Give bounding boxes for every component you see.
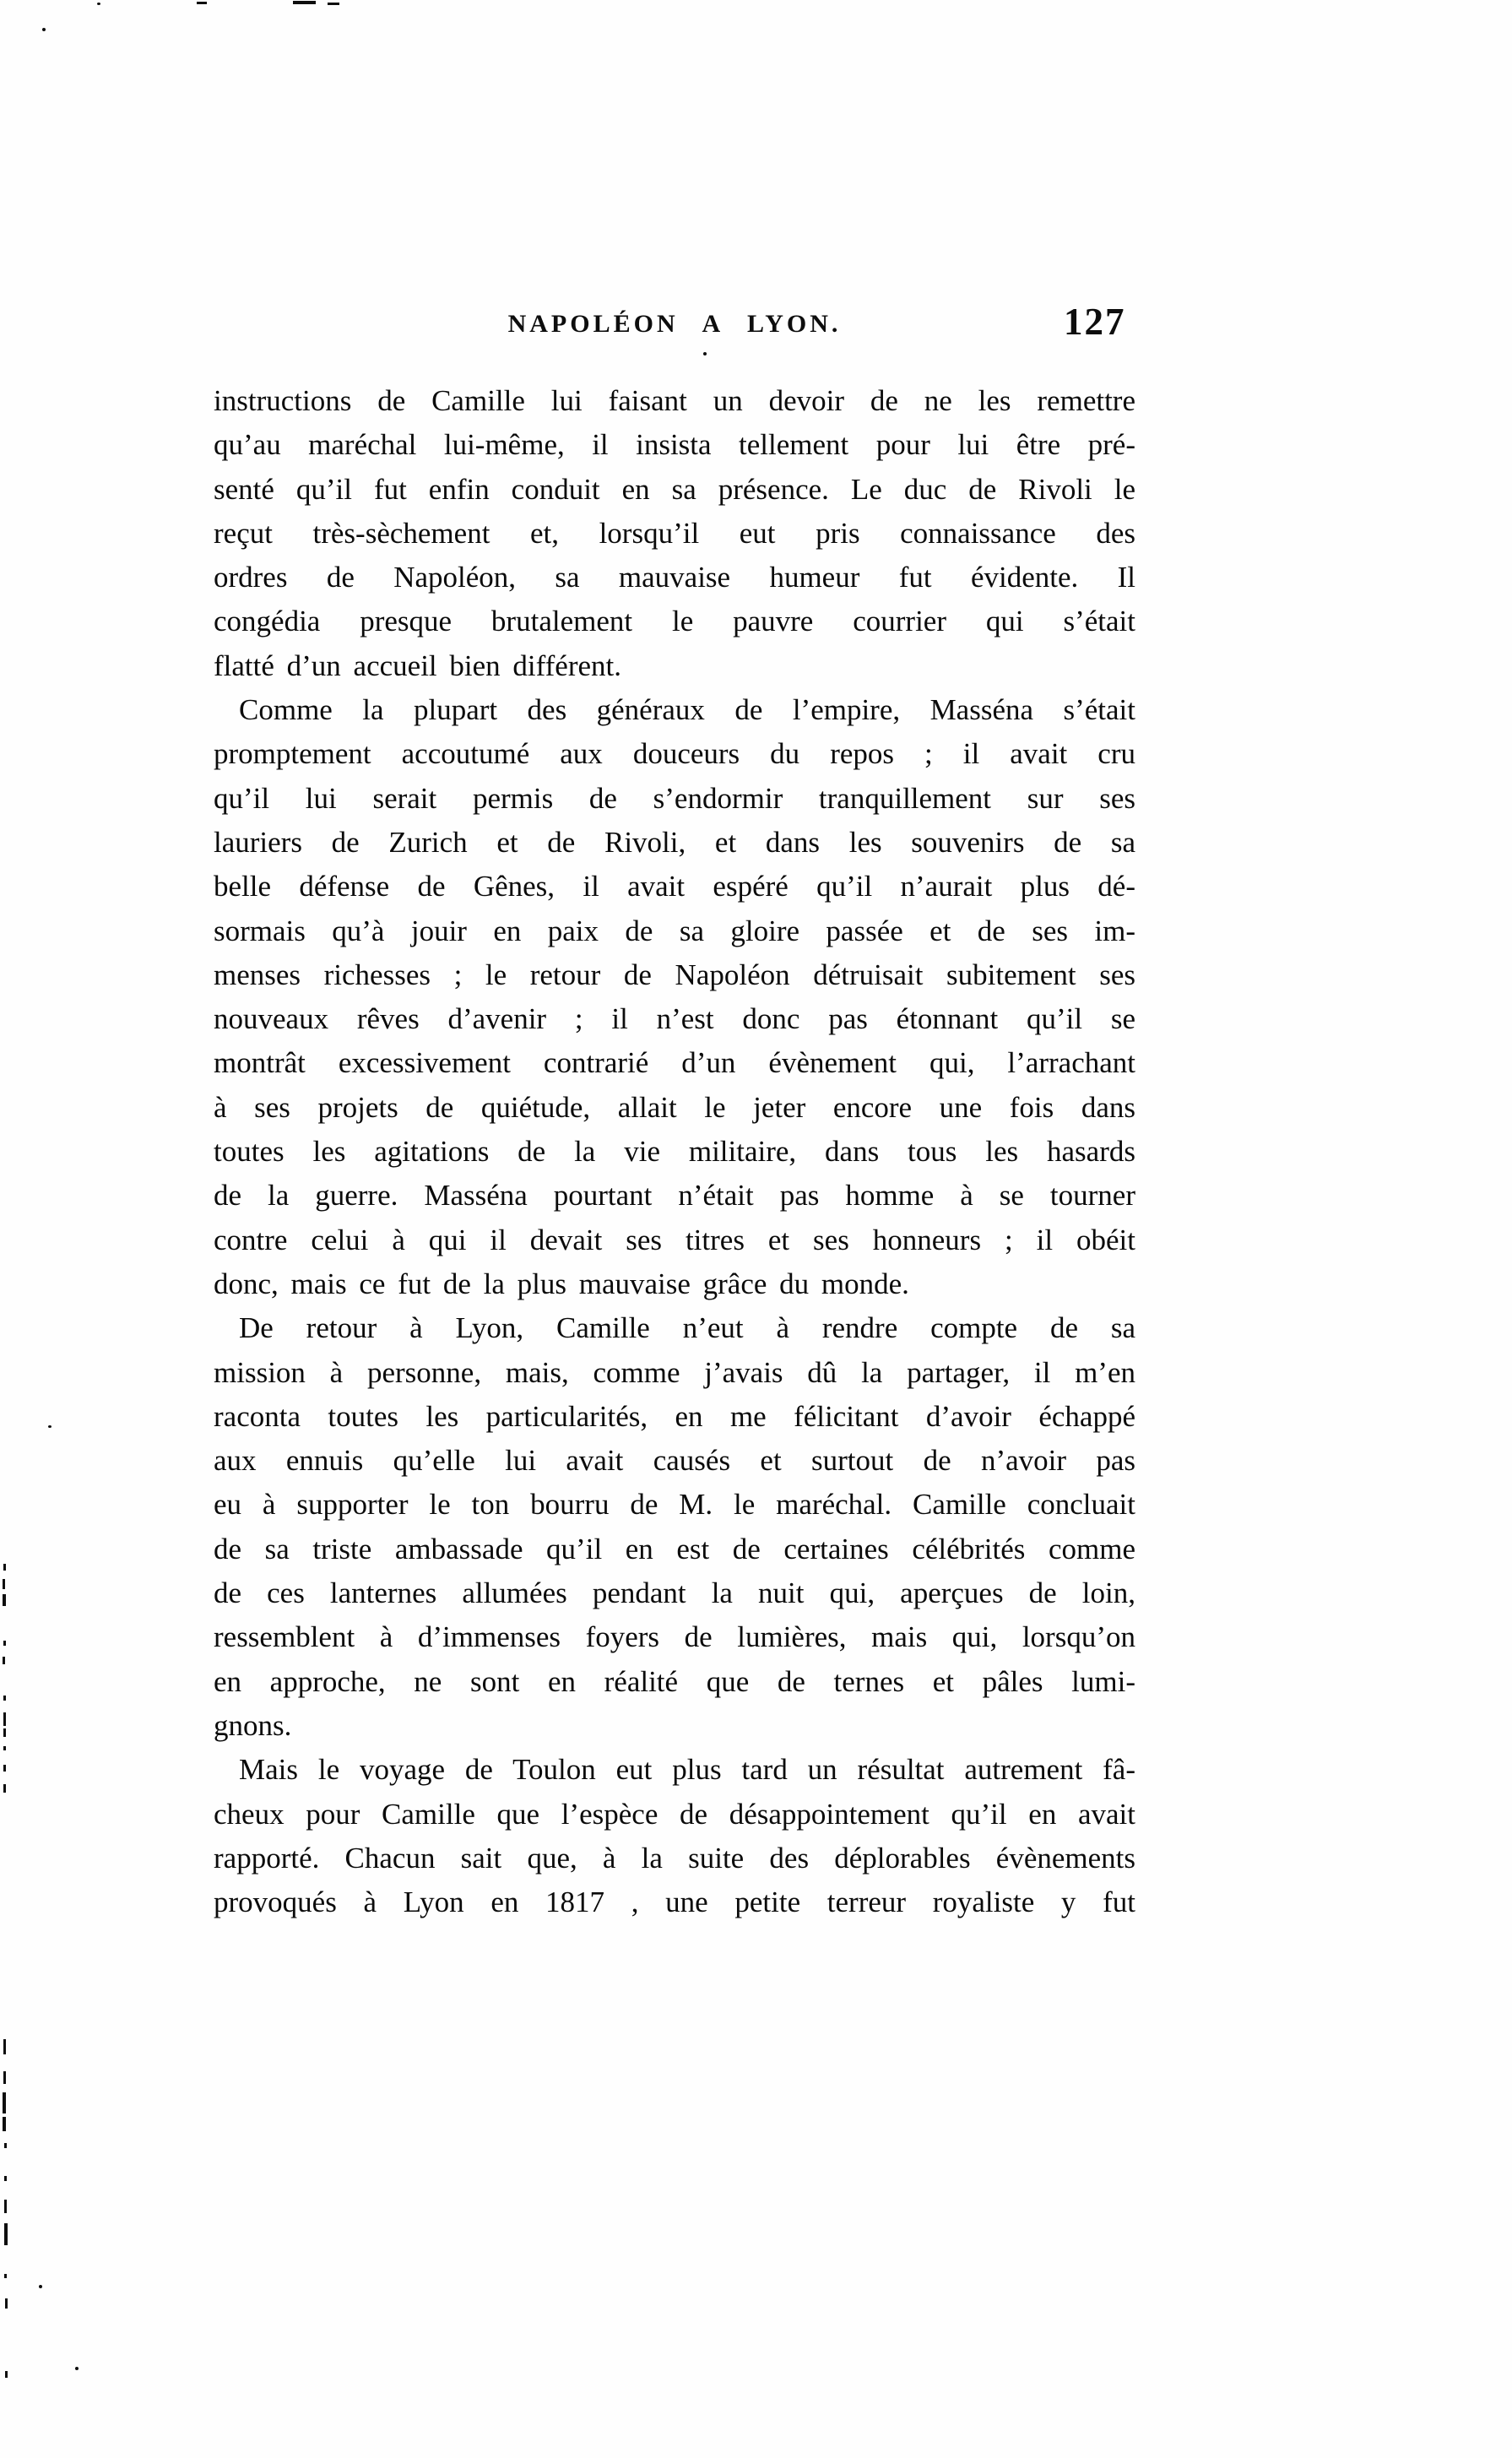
- text-line: reçut très-sèchement et, lorsqu’il eut pris connaissance des: [214, 516, 1135, 550]
- left-margin-mark: [4, 2200, 7, 2213]
- text-line: qu’au maréchal lui-même, il insista tellement pour lui être pré-: [214, 428, 1135, 462]
- top-edge-dash: [197, 2, 207, 4]
- text-line: de sa triste ambassade qu’il en est de certaines célébrités comme: [214, 1532, 1135, 1565]
- text-line: provoqués à Lyon en 1817 , une petite terreur royaliste y fut: [214, 1886, 1135, 1919]
- text-line: ordres de Napoléon, sa mauvaise humeur fut évidente. Il: [214, 561, 1135, 594]
- text-line: rapporté. Chacun sait que, à la suite des déplorables évènements: [214, 1841, 1135, 1875]
- running-header-title: NAPOLÉON A LYON.: [507, 310, 842, 338]
- text-line: lauriers de Zurich et de Rivoli, et dans les souvenirs de sa: [214, 825, 1135, 859]
- left-margin-mark: [3, 1657, 5, 1664]
- text-line: promptement accoutumé aux douceurs du repos ; il avait cru: [214, 737, 1135, 771]
- text-line: ressemblent à d’immenses foyers de lumières, mais qui, lorsqu’on: [214, 1620, 1135, 1654]
- text-line: raconta toutes les particularités, en me félicitant d’avoir échappé: [214, 1399, 1135, 1433]
- left-margin-mark: [4, 2143, 7, 2148]
- ink-speck: [703, 352, 707, 355]
- left-margin-mark: [4, 2176, 7, 2181]
- text-line: de ces lanternes allumées pendant la nuit qui, aperçues de loin,: [214, 1576, 1135, 1610]
- left-margin-mark: [3, 1728, 6, 1737]
- left-margin-mark: [5, 2298, 8, 2309]
- text-line: cheux pour Camille que l’espèce de désappointement qu’il en avait: [214, 1797, 1135, 1831]
- left-margin-mark: [3, 1579, 5, 1589]
- text-line: belle défense de Gênes, il avait espéré qu’il n’aurait plus dé-: [214, 870, 1135, 903]
- ink-speck: [48, 1425, 51, 1428]
- text-line: qu’il lui serait permis de s’endormir tranquillement sur ses: [214, 781, 1135, 815]
- text-line: De retour à Lyon, Camille n’eut à rendre compte de sa: [239, 1311, 1135, 1345]
- text-line: flatté d’un accueil bien différent.: [214, 648, 621, 682]
- text-line: toutes les agitations de la vie militaire, dans tous les hasards: [214, 1135, 1135, 1169]
- text-line: nouveaux rêves d’avenir ; il n’est donc pas étonnant qu’il se: [214, 1002, 1135, 1036]
- ink-speck: [97, 3, 100, 5]
- left-margin-mark: [3, 1712, 6, 1726]
- left-margin-mark: [3, 1594, 6, 1606]
- text-line: senté qu’il fut enfin conduit en sa présence. Le duc de Rivoli le: [214, 472, 1135, 506]
- left-margin-mark: [3, 1765, 6, 1772]
- left-margin-mark: [4, 2223, 8, 2245]
- text-line: instructions de Camille lui faisant un devoir de ne les remettre: [214, 384, 1135, 417]
- left-margin-mark: [3, 1696, 6, 1701]
- left-margin-mark: [3, 2039, 6, 2054]
- text-line: à ses projets de quiétude, allait le jeter encore une fois dans: [214, 1090, 1135, 1124]
- text-line: sormais qu’à jouir en paix de sa gloire passée et de ses im-: [214, 914, 1135, 947]
- text-line: menses richesses ; le retour de Napoléon détruisait subitement ses: [214, 958, 1135, 991]
- left-margin-mark: [3, 2117, 6, 2131]
- text-line: Comme la plupart des généraux de l’empire, Masséna s’était: [239, 693, 1135, 727]
- top-edge-dash: [328, 3, 339, 5]
- left-margin-mark: [3, 2071, 6, 2084]
- text-line: gnons.: [214, 1708, 292, 1742]
- text-line: donc, mais ce fut de la plus mauvaise grâce du monde.: [214, 1267, 909, 1300]
- left-margin-mark: [3, 1641, 6, 1646]
- top-edge-dash: [293, 1, 316, 4]
- text-line: eu à supporter le ton bourru de M. le maréchal. Camille concluait: [214, 1488, 1135, 1522]
- text-line: en approche, ne sont en réalité que de ternes et pâles lumi-: [214, 1664, 1135, 1698]
- left-margin-mark: [3, 2092, 6, 2113]
- left-margin-mark: [3, 1746, 6, 1750]
- ink-speck: [75, 2367, 79, 2370]
- text-line: congédia presque brutalement le pauvre courrier qui s’était: [214, 605, 1135, 638]
- text-line: aux ennuis qu’elle lui avait causés et surtout de n’avoir pas: [214, 1444, 1135, 1478]
- left-margin-mark: [3, 1784, 6, 1793]
- ink-speck: [42, 28, 46, 31]
- text-line: montrât excessivement contrarié d’un évènement qui, l’arrachant: [214, 1046, 1135, 1080]
- text-line: mission à personne, mais, comme j’avais dû la partager, il m’en: [214, 1355, 1135, 1389]
- text-line: Mais le voyage de Toulon eut plus tard un résultat autrement fâ-: [239, 1753, 1135, 1787]
- ink-speck: [39, 2285, 42, 2288]
- left-margin-mark: [4, 2274, 7, 2278]
- page-number: 127: [1064, 301, 1126, 343]
- left-margin-mark: [3, 1564, 6, 1571]
- page-body-text: [214, 379, 1135, 1924]
- text-line: de la guerre. Masséna pourtant n’était pas homme à se tourner: [214, 1179, 1135, 1213]
- text-line: contre celui à qui il devait ses titres et ses honneurs ; il obéit: [214, 1223, 1135, 1256]
- left-margin-mark: [5, 2371, 8, 2378]
